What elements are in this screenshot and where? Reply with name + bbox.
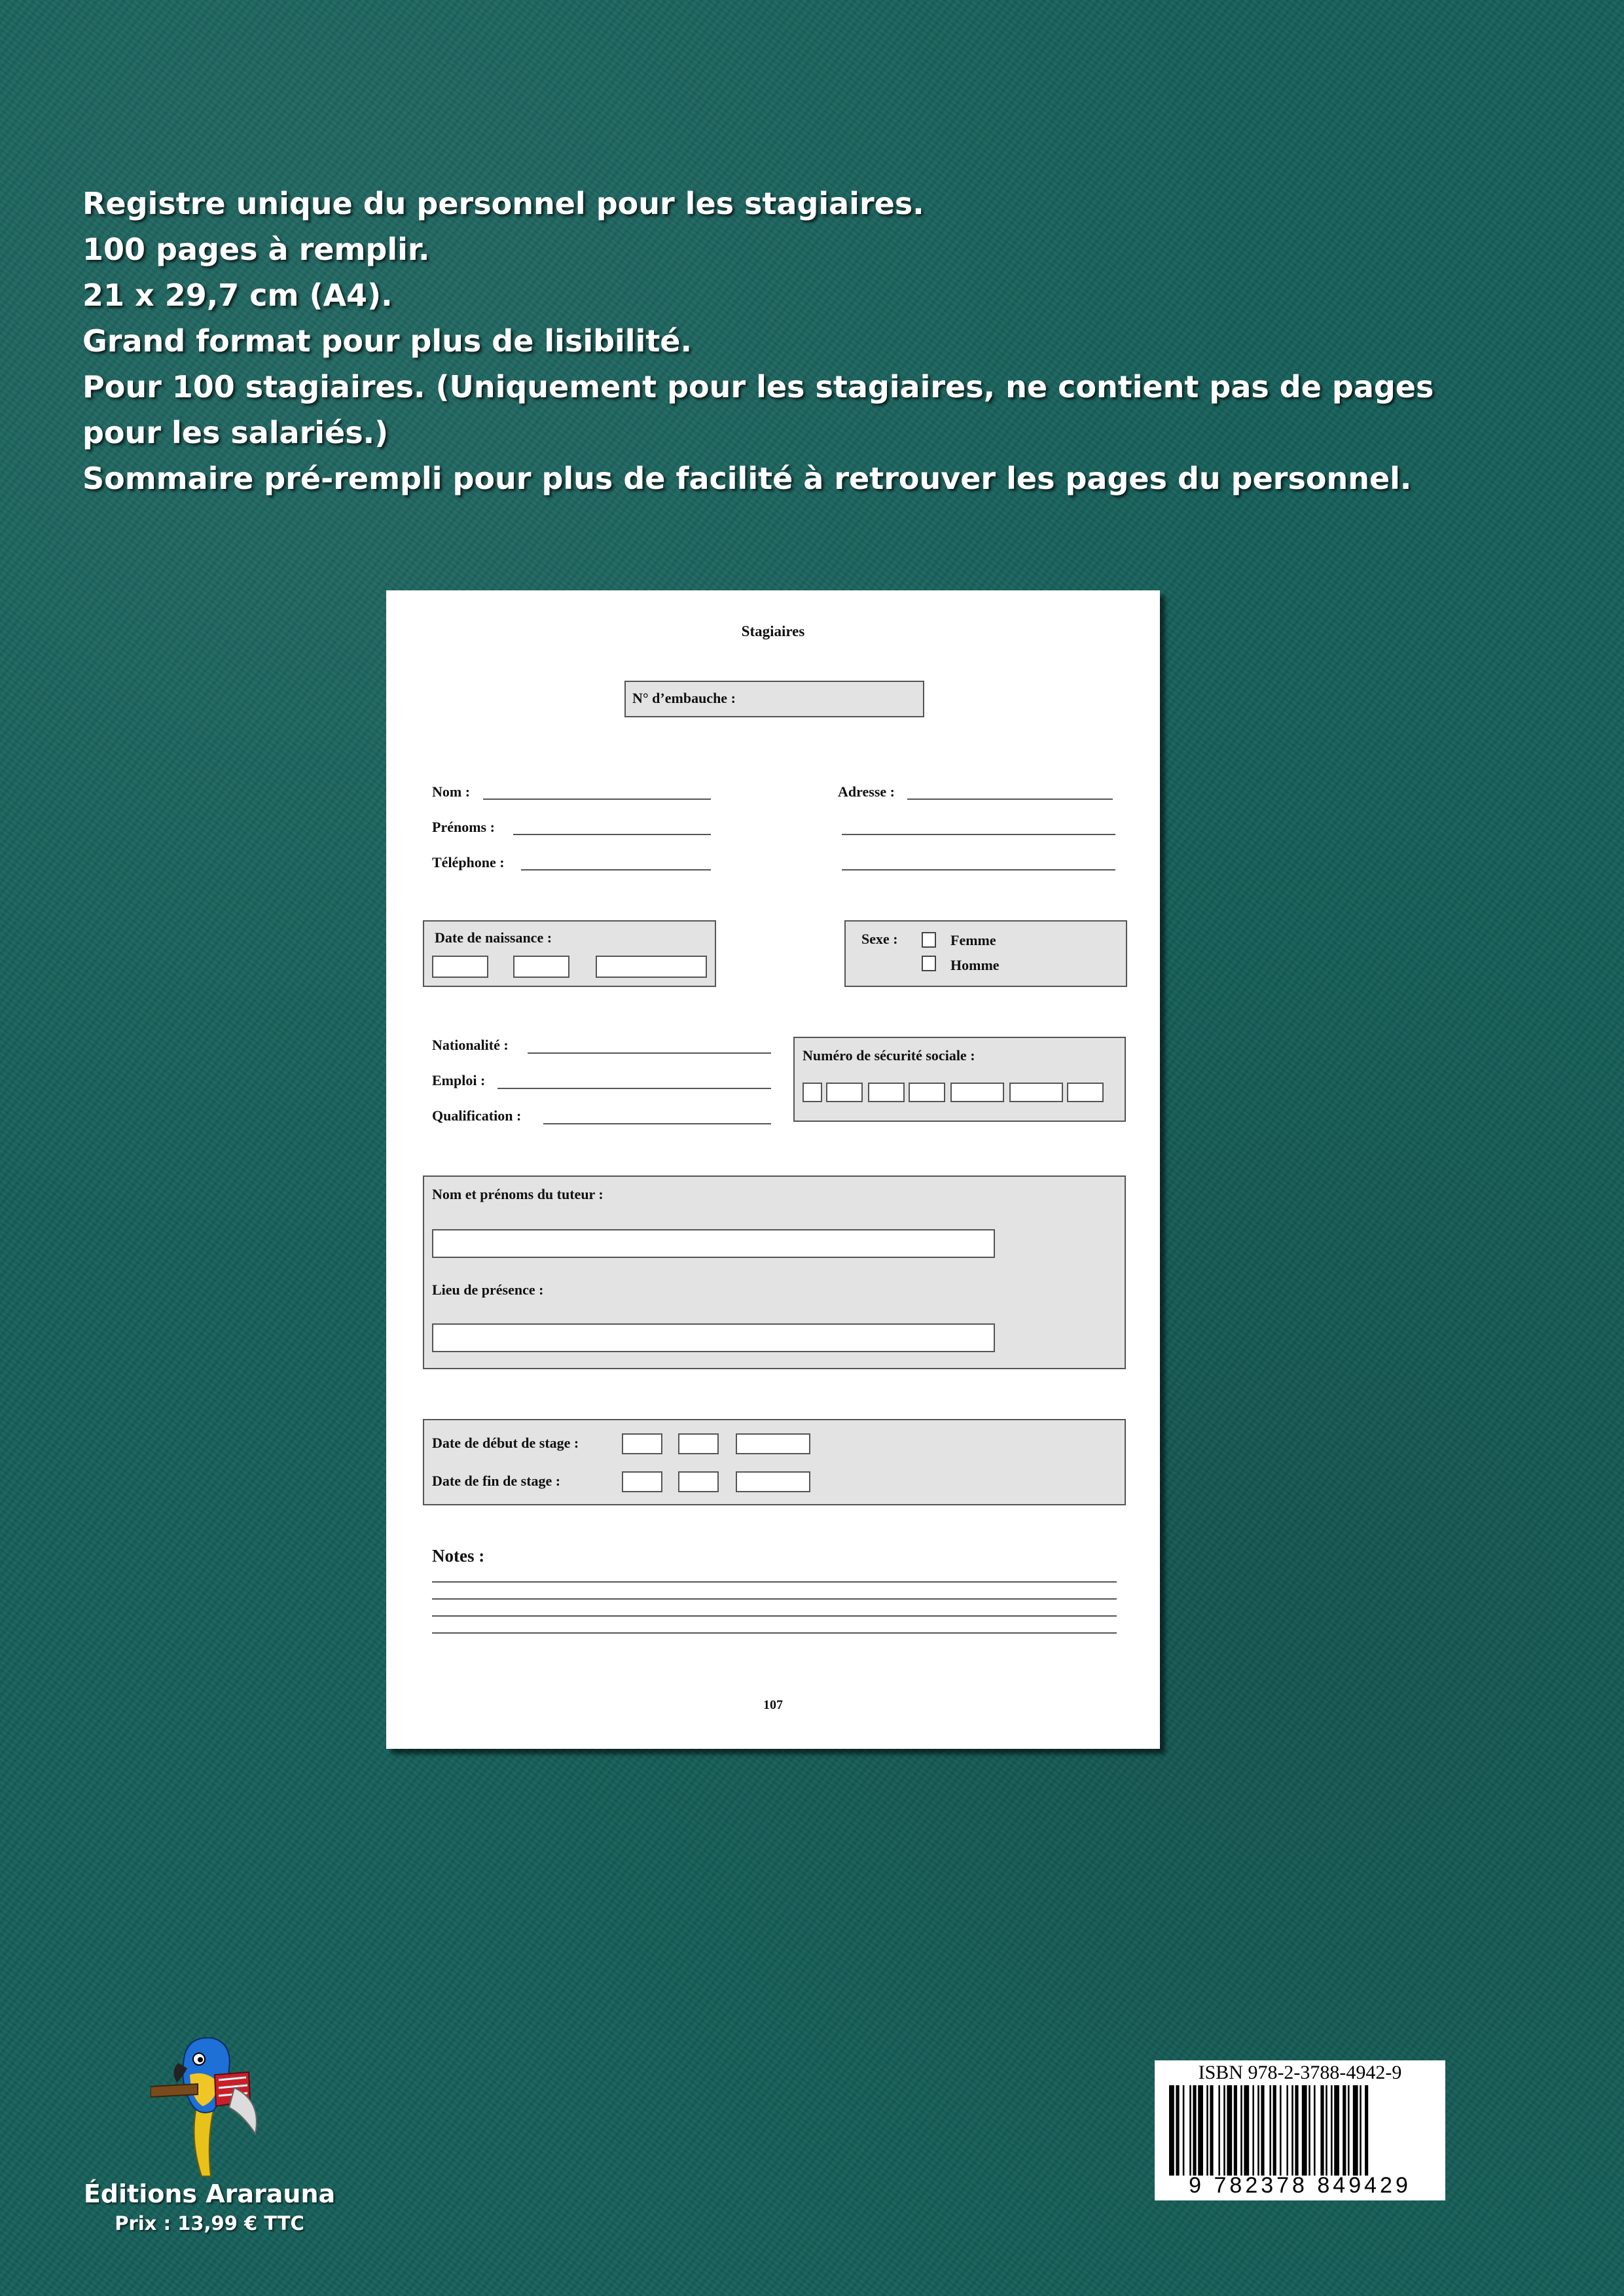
barcode-bar (1218, 2085, 1220, 2176)
homme-checkbox[interactable] (922, 956, 936, 971)
secu-field[interactable] (868, 1083, 905, 1102)
tuteur-box (423, 1175, 1126, 1369)
hire-number-box (624, 681, 924, 717)
barcode-bar (1269, 2085, 1271, 2176)
barcode-bar (1176, 2085, 1179, 2176)
fin-month-field[interactable] (678, 1471, 719, 1492)
secu-label: Numéro de sécurité sociale : (803, 1047, 975, 1064)
nom-label: Nom : (432, 783, 471, 800)
sample-form-page (386, 590, 1160, 1749)
notes-line[interactable] (432, 1598, 1117, 1600)
birth-date-box (423, 920, 716, 987)
barcode-bar (1210, 2085, 1213, 2176)
isbn-label: ISBN 978-2-3788-4942-9 (1198, 2062, 1402, 2083)
femme-label: Femme (950, 932, 996, 948)
form-title: Stagiaires (741, 623, 805, 639)
notes-line[interactable] (432, 1632, 1117, 1634)
debut-day-field[interactable] (622, 1433, 662, 1454)
secu-field[interactable] (826, 1083, 863, 1102)
birth-date-label: Date de naissance : (435, 929, 552, 946)
emploi-label: Emploi : (432, 1072, 486, 1088)
secu-field[interactable] (1009, 1083, 1063, 1102)
prenoms-line[interactable] (513, 834, 711, 835)
barcode-bar (1273, 2085, 1276, 2176)
stage-dates-box (423, 1419, 1126, 1505)
barcode-bar (1348, 2085, 1350, 2176)
barcode-bar (1360, 2085, 1362, 2176)
barcode-bars-icon (1169, 2085, 1431, 2176)
telephone-line[interactable] (521, 869, 711, 870)
hire-number-label: N° d’embauche : (632, 690, 736, 706)
secu-field[interactable] (1067, 1083, 1104, 1102)
barcode-bar (1240, 2085, 1242, 2176)
lieu-label: Lieu de présence : (432, 1282, 544, 1298)
birth-year-field[interactable] (596, 956, 707, 978)
emploi-line[interactable] (497, 1088, 771, 1089)
barcode-bar (1223, 2085, 1225, 2176)
description-line: Registre unique du personnel pour les stagiaires. (82, 186, 924, 221)
homme-label: Homme (950, 957, 1000, 973)
barcode-bar (1257, 2085, 1259, 2176)
adresse-line-3[interactable] (842, 869, 1115, 870)
barcode-bar (1334, 2085, 1339, 2176)
qualification-line[interactable] (543, 1123, 771, 1124)
barcode-bar (1234, 2085, 1237, 2176)
description-block (82, 181, 1549, 501)
debut-label: Date de début de stage : (432, 1435, 579, 1451)
barcode-bar (1291, 2085, 1293, 2176)
nationalite-line[interactable] (528, 1052, 771, 1054)
barcode-bar (1206, 2085, 1208, 2176)
secu-field[interactable] (803, 1083, 822, 1102)
barcode-bar (1198, 2085, 1203, 2176)
barcode-bar (1227, 2085, 1232, 2176)
description-line: Grand format pour plus de lisibilité. (82, 323, 692, 359)
sexe-label: Sexe : (861, 931, 898, 947)
sexe-box (844, 920, 1127, 987)
isbn-barcode (1155, 2060, 1445, 2200)
description-line: 21 x 29,7 cm (A4). (82, 278, 393, 313)
nationalite-label: Nationalité : (432, 1037, 509, 1053)
description-line: Pour 100 stagiaires. (Uniquement pour les stagiaires, ne contient pas de pages (82, 369, 1434, 404)
barcode-bar (1302, 2085, 1307, 2176)
birth-day-field[interactable] (432, 956, 488, 978)
lieu-field[interactable] (432, 1323, 995, 1352)
tuteur-field[interactable] (432, 1229, 995, 1258)
barcode-bar (1314, 2085, 1316, 2176)
barcode-bar (1343, 2085, 1346, 2176)
barcode-bar (1183, 2085, 1185, 2176)
barcode-digits: 9 782378 849429 (1189, 2173, 1411, 2198)
prenoms-label: Prénoms : (432, 819, 495, 835)
barcode-bar (1308, 2085, 1310, 2176)
parrot-logo-icon (151, 2029, 268, 2179)
adresse-line-2[interactable] (842, 834, 1115, 835)
telephone-label: Téléphone : (432, 854, 505, 870)
barcode-bar (1286, 2085, 1288, 2176)
birth-month-field[interactable] (513, 956, 569, 978)
description-line: Sommaire pré-rempli pour plus de facilité à retrouver les pages du personnel. (82, 461, 1412, 496)
fin-year-field[interactable] (736, 1471, 810, 1492)
notes-line[interactable] (432, 1615, 1117, 1617)
page-number: 107 (763, 1698, 783, 1712)
publisher-name: Éditions Ararauna (83, 2179, 336, 2208)
femme-checkbox[interactable] (922, 932, 936, 948)
adresse-line-1[interactable] (907, 798, 1113, 800)
barcode-bar (1252, 2085, 1254, 2176)
notes-label: Notes : (432, 1546, 485, 1566)
barcode-bar (1261, 2085, 1264, 2176)
barcode-bar (1189, 2085, 1191, 2176)
fin-label: Date de fin de stage : (432, 1473, 561, 1489)
barcode-bar (1326, 2085, 1327, 2176)
barcode-bar (1295, 2085, 1298, 2176)
secu-box (793, 1037, 1126, 1122)
barcode-bar (1193, 2085, 1196, 2176)
price-label: Prix : 13,99 € TTC (115, 2212, 304, 2234)
debut-month-field[interactable] (678, 1433, 719, 1454)
barcode-bar (1320, 2085, 1324, 2176)
tuteur-label: Nom et prénoms du tuteur : (432, 1186, 604, 1202)
adresse-label: Adresse : (838, 783, 895, 800)
debut-year-field[interactable] (736, 1433, 810, 1454)
barcode-bar (1353, 2085, 1358, 2176)
description-line: 100 pages à remplir. (82, 232, 430, 267)
nom-line[interactable] (483, 798, 711, 800)
secu-field[interactable] (909, 1083, 945, 1102)
fin-day-field[interactable] (622, 1471, 662, 1492)
barcode-bar (1244, 2085, 1249, 2176)
barcode-bar (1169, 2085, 1174, 2176)
barcode-bar (1280, 2085, 1282, 2176)
notes-line[interactable] (432, 1581, 1117, 1583)
qualification-label: Qualification : (432, 1107, 522, 1124)
barcode-bar (1331, 2085, 1333, 2176)
barcode-bar (1365, 2085, 1368, 2176)
description-line: pour les salariés.) (82, 415, 389, 450)
secu-field[interactable] (950, 1083, 1004, 1102)
